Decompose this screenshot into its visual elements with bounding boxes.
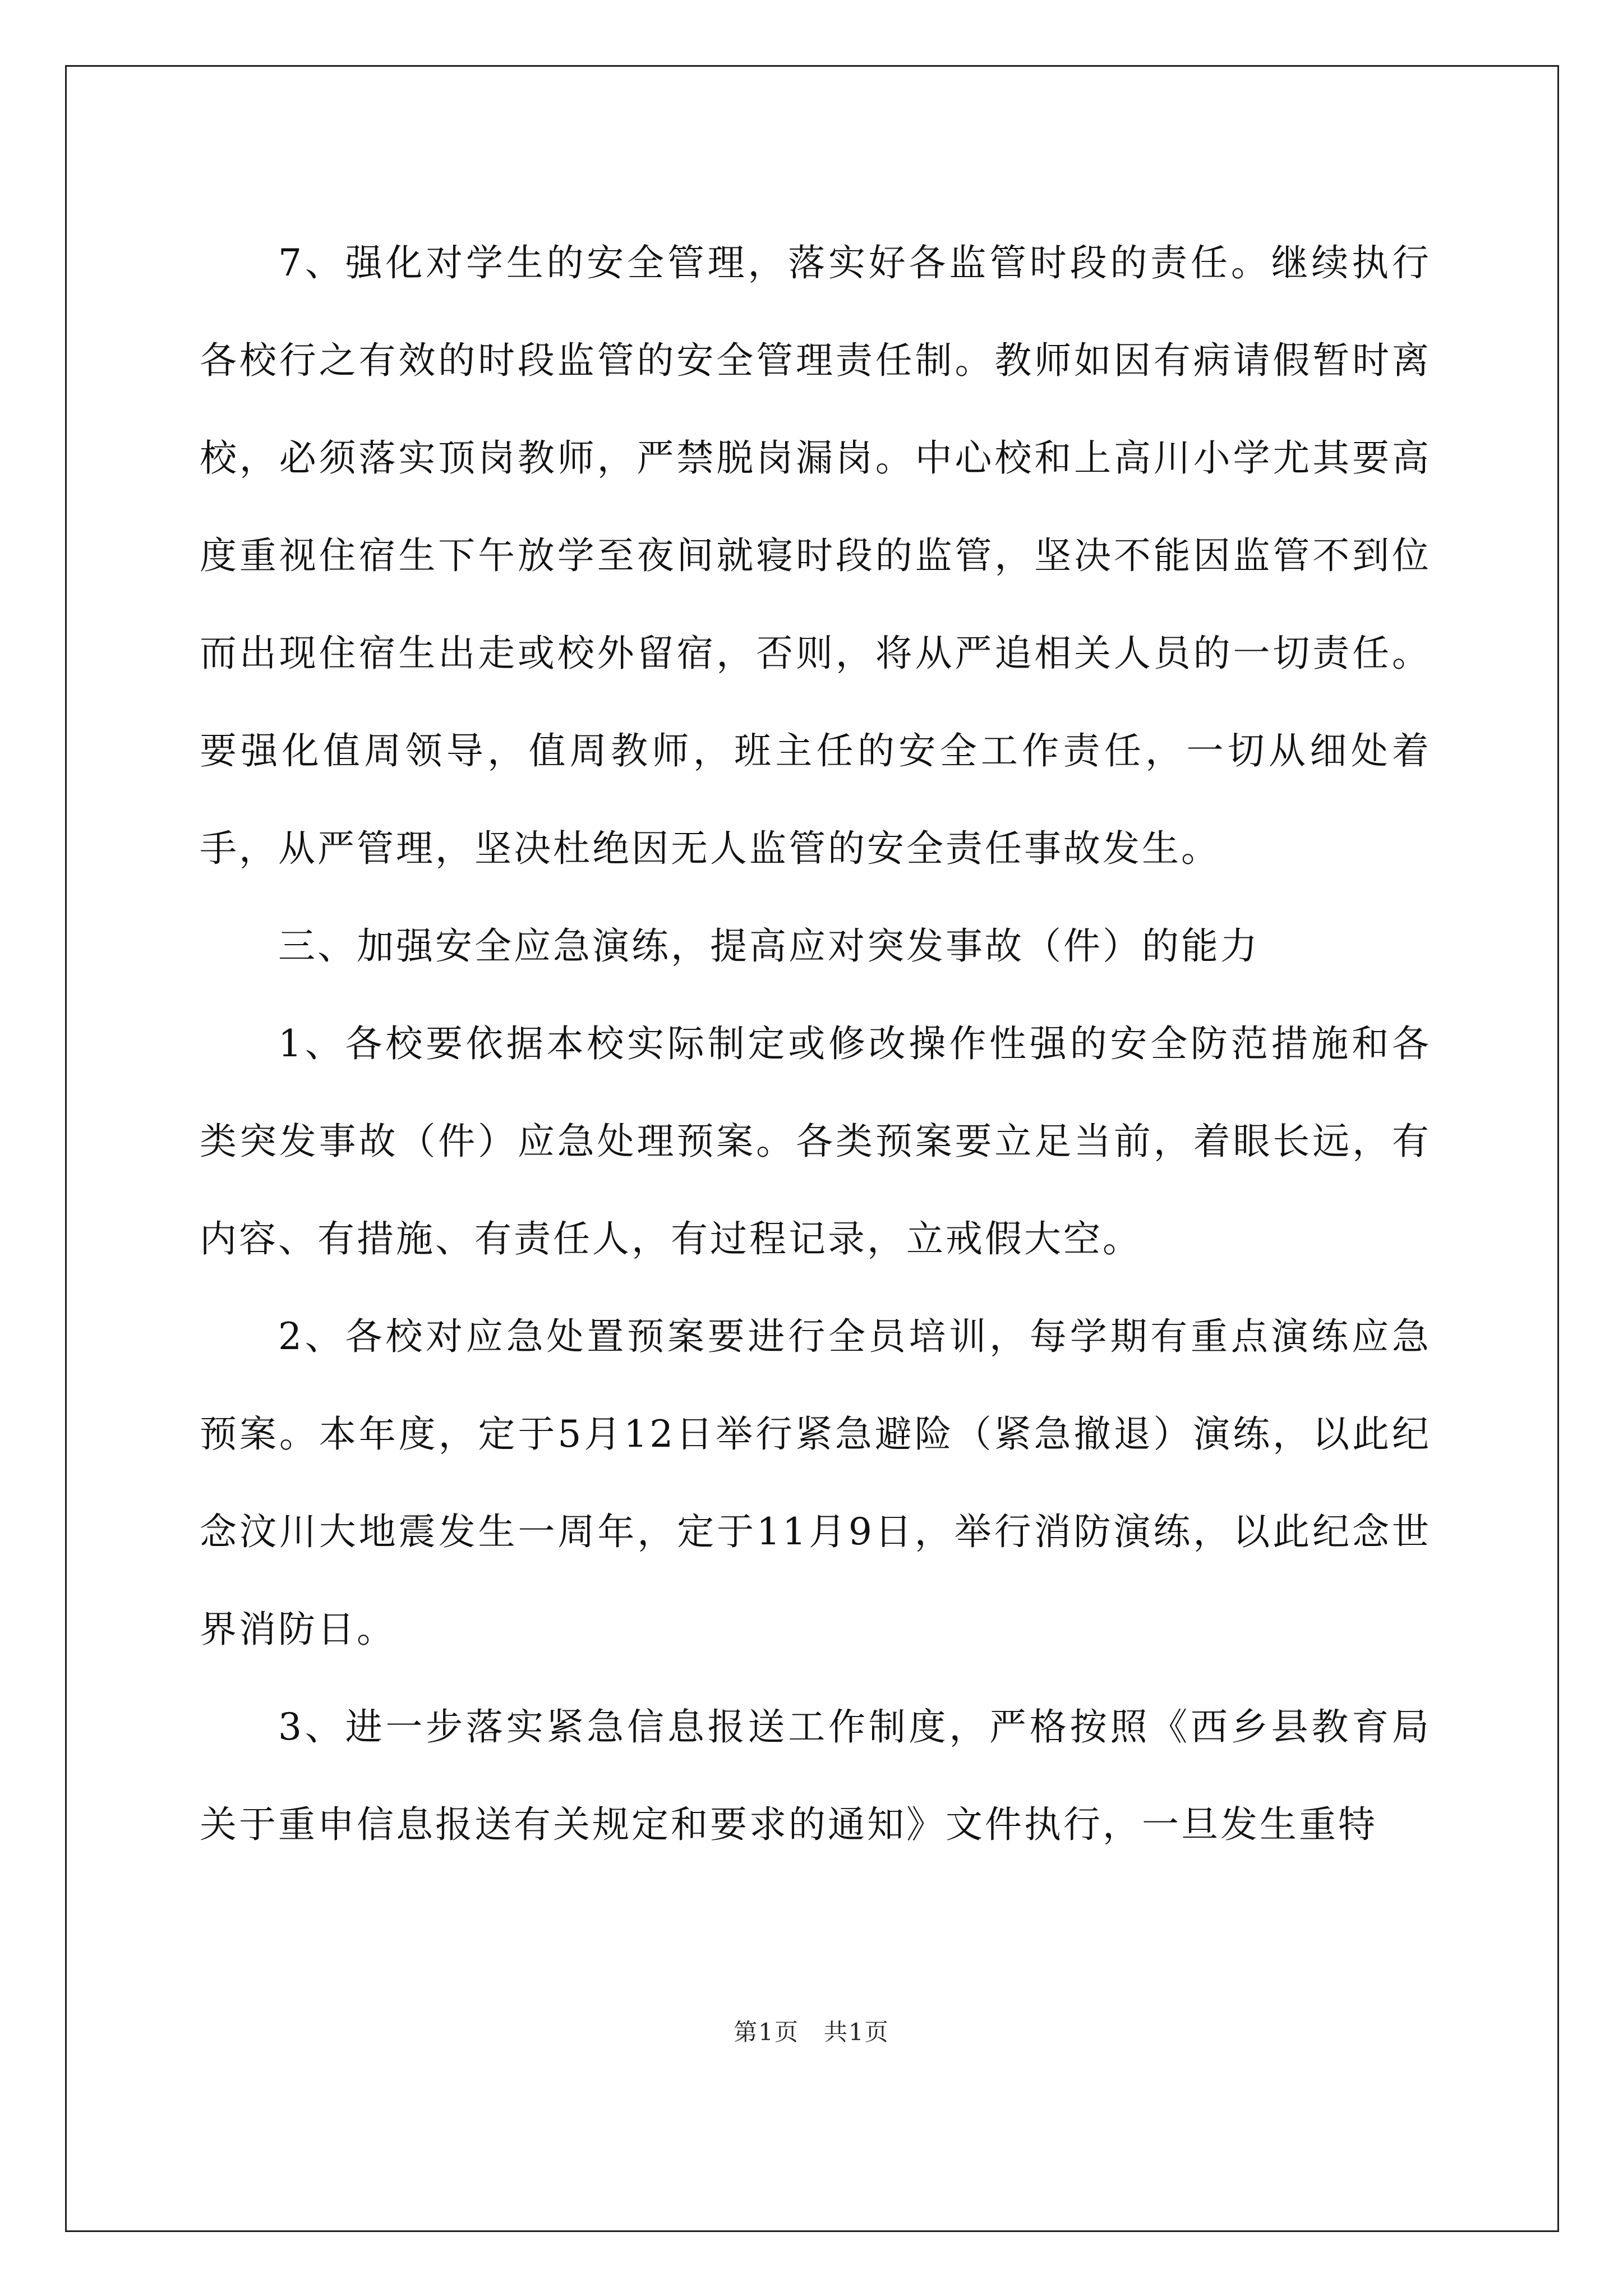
document-body <box>200 214 1431 1874</box>
section-heading-3: 三、加强安全应急演练，提高应对突发事故（件）的能力 <box>278 924 1260 968</box>
page-footer: 第1页 共1页 <box>734 2018 889 2046</box>
paragraph-item-1: 1、各校要依据本校实际制定或修改操作性强的安全防范措施和各类突发事故（件）应急处理预案。各类预案要立足当前，着眼长远，有内容、有措施、有责任人，有过程记录，立戒假大空。 <box>200 1022 1431 1260</box>
paragraph-item-3: 3、进一步落实紧急信息报送工作制度，严格按照《西乡县教育局关于重申信息报送有关规定和要求的通知》文件执行，一旦发生重特 <box>200 1705 1431 1846</box>
paragraph-item-2: 2、各校对应急处置预案要进行全员培训，每学期有重点演练应急预案。本年度，定于5月12日举行紧急避险（紧急撤退）演练，以此纪念汶川大地震发生一周年，定于11月9日，举行消防演练，以此纪念世界消防日。 <box>200 1315 1431 1651</box>
paragraph-item-7: 7、强化对学生的安全管理，落实好各监管时段的责任。继续执行各校行之有效的时段监管的安全管理责任制。教师如因有病请假暂时离校，必须落实顶岗教师，严禁脱岗漏岗。中心校和上高川小学尤其要高度重视住宿生下午放学至夜间就寝时段的监管，坚决不能因监管不到位而出现住宿生出走或校外留宿，否则，将从严追相关人员的一切责任。要强化值周领导，值周教师，班主任的安全工作责任，一切从细处着手，从严管理，坚决杜绝因无人监管的安全责任事故发生。 <box>200 241 1431 870</box>
